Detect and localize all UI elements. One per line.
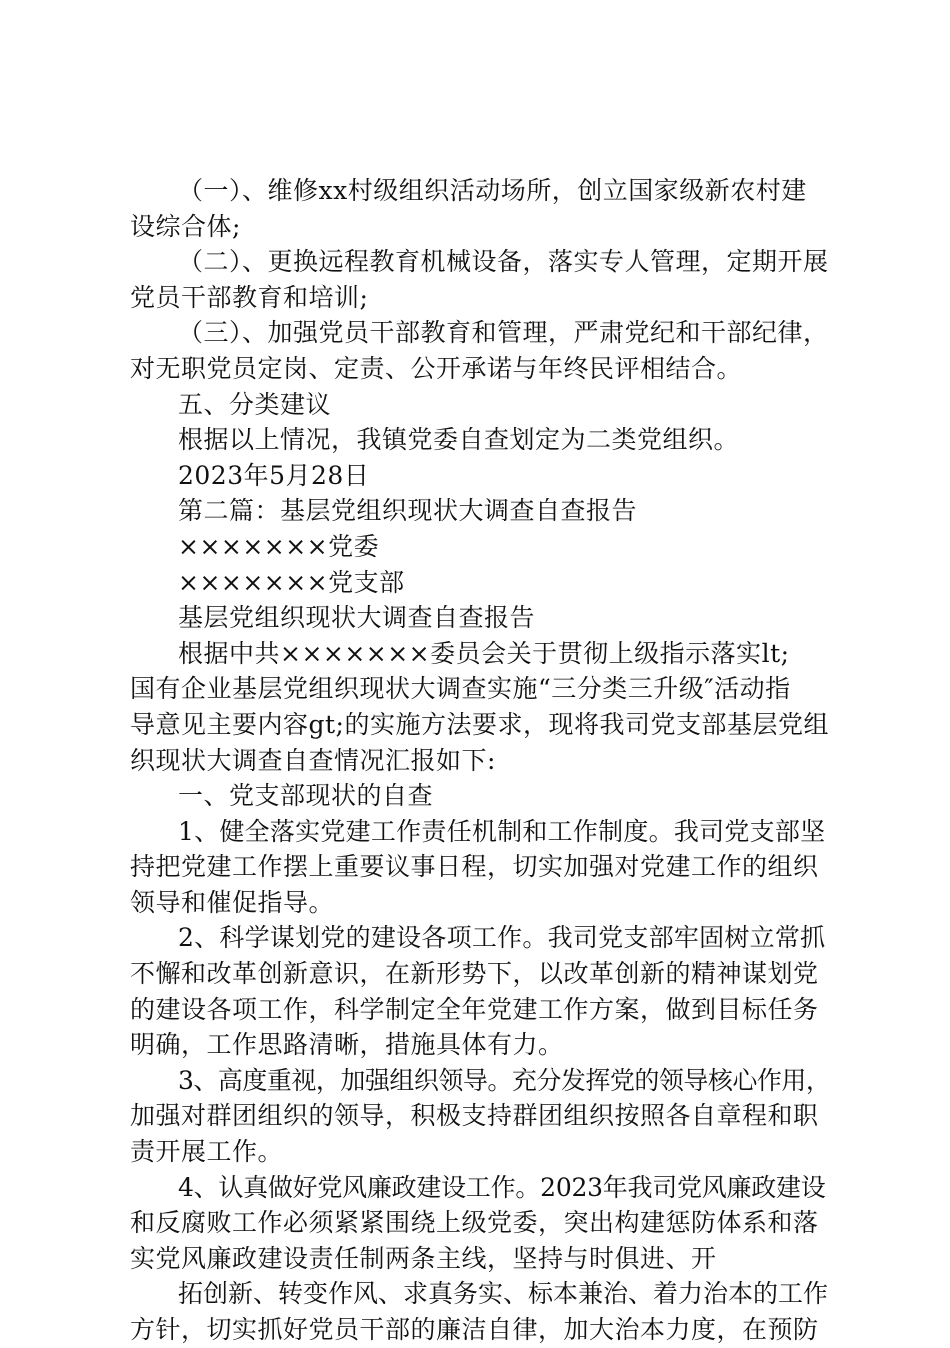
text-line: 3、高度重视，加强组织领导。充分发挥党的领导核心作用， [178, 1065, 831, 1095]
text-line: 持把党建工作摆上重要议事日程，切实加强对党建工作的组织 [130, 852, 819, 882]
text-line: 织现状大调查自查情况汇报如下: [130, 745, 496, 775]
text-line: 根据中共×××××××委员会关于贯彻上级指示落实lt; [178, 638, 790, 668]
text-line: 和反腐败工作必须紧紧围绕上级党委，突出构建惩防体系和落 [130, 1208, 819, 1238]
text-line: 第二篇：基层党组织现状大调查自查报告 [178, 496, 638, 526]
text-line: （二）、更换远程教育机械设备，落实专人管理，定期开展 [178, 247, 829, 277]
text-line: 明确，工作思路清晰，措施具体有力。 [130, 1030, 564, 1060]
text-line: 设综合体; [130, 211, 241, 241]
text-line: 方针，切实抓好党员干部的廉洁自律，加大治本力度，在预防 [130, 1315, 819, 1344]
text-line: 加强对群团组织的领导，积极支持群团组织按照各自章程和职 [130, 1101, 819, 1131]
text-line: 4、认真做好党风廉政建设工作。2023年我司党风廉政建设 [178, 1172, 826, 1202]
text-line: 1、健全落实党建工作责任机制和工作制度。我司党支部坚 [178, 816, 826, 846]
text-line: 国有企业基层党组织现状大调查实施“三分类三升级″活动指 [130, 674, 791, 704]
document-body [130, 173, 830, 1348]
text-line: 的建设各项工作，科学制定全年党建工作方案，做到目标任务 [130, 994, 819, 1024]
text-line: 导意见主要内容gt;的实施方法要求，现将我司党支部基层党组 [130, 709, 829, 739]
text-line: 五、分类建议 [178, 389, 332, 419]
text-line: 一、党支部现状的自查 [178, 781, 434, 811]
text-line: 2、科学谋划党的建设各项工作。我司党支部牢固树立常抓 [178, 923, 826, 953]
text-line: 根据以上情况，我镇党委自查划定为二类党组织。 [178, 425, 740, 455]
text-line: 党员干部教育和培训; [130, 282, 369, 312]
text-line: 领导和催促指导。 [130, 887, 335, 917]
text-line: （一）、维修xx村级组织活动场所，创立国家级新农村建 [178, 176, 807, 205]
text-line: （三）、加强党员干部教育和管理，严肃党纪和干部纪律， [178, 318, 829, 348]
text-line: 2023年5月28日 [178, 460, 370, 490]
text-line: 拓创新、转变作风、求真务实、标本兼治、着力治本的工作 [178, 1279, 829, 1309]
text-line: 责开展工作。 [130, 1137, 284, 1167]
text-line: ×××××××党委 [178, 531, 380, 561]
text-line: 对无职党员定岗、定责、公开承诺与年终民评相结合。 [130, 353, 743, 383]
text-line: ×××××××党支部 [178, 567, 405, 597]
text-line: 不懈和改革创新意识，在新形势下，以改革创新的精神谋划党 [130, 959, 819, 989]
text-line: 实党风廉政建设责任制两条主线，坚持与时俱进、开 [130, 1243, 717, 1273]
text-line: 基层党组织现状大调查自查报告 [178, 603, 536, 633]
